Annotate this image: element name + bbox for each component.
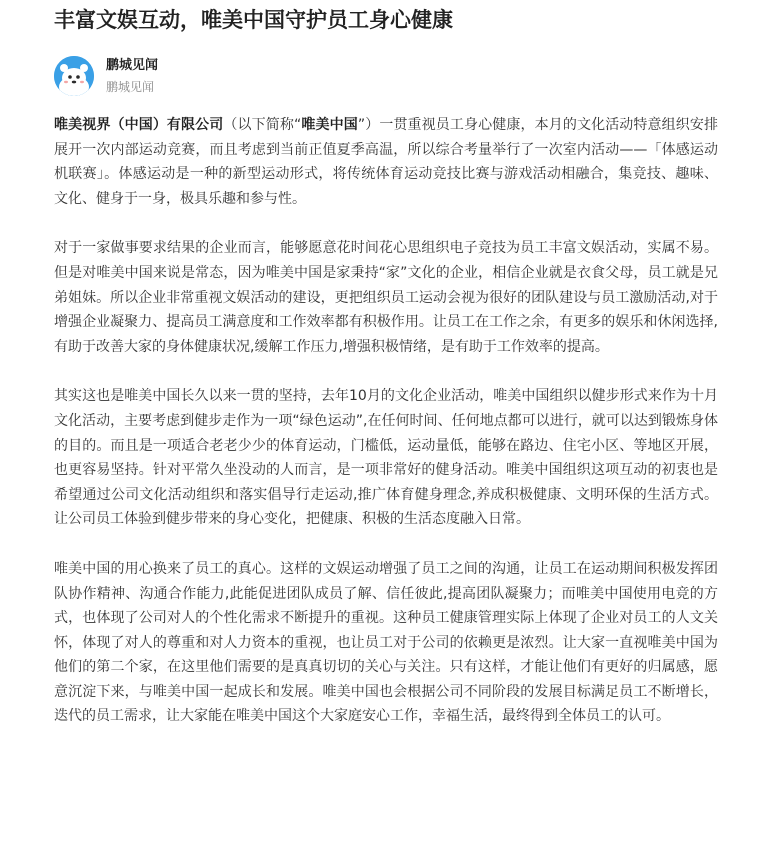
company-short-name: 唯美中国 bbox=[301, 117, 358, 133]
article-body bbox=[54, 113, 718, 754]
p1-text-a: （以下简称“ bbox=[223, 117, 302, 133]
author-name[interactable]: 鹏城见闻 bbox=[106, 58, 159, 73]
paragraph-2: 对于一家做事要求结果的企业而言，能够愿意花时间花心思组织电子竞技为员工丰富文娱活动，实属不易。但是对唯美中国来说是常态，因为唯美中国是家秉持“家”文化的企业，相信企业就是衣食父母，员工就是兄弟姐妹。所以企业非常重视文娱活动的建设，更把组织员工运动会视为很好的团队建设与员工激励活动,对于增强企业凝聚力、提高员工满意度和工作效率都有积极作用。让员工在工作之余，有更多的娱乐和休闲选择,有助于改善大家的身体健康状况,缓解工作压力,增强积极情绪，是有助于工作效率的提高。 bbox=[54, 240, 718, 355]
cartoon-avatar-icon[interactable] bbox=[54, 56, 94, 96]
paragraph-1 bbox=[54, 113, 718, 211]
paragraph-4: 唯美中国的用心换来了员工的真心。这样的文娱运动增强了员工之间的沟通，让员工在运动期间积极发挥团队协作精神、沟通合作能力,此能促进团队成员了解、信任彼此,提高团队凝聚力；而唯美中国使用电竞的方式，也体现了公司对人的个性化需求不断提升的重视。这种员工健康管理实际上体现了企业对员工的人文关怀，体现了对人的尊重和对人力资本的重视，也让员工对于公司的依赖更是浓烈。让大家一直视唯美中国为他们的第二个家，在这里他们需要的是真真切切的关心与关注。只有这样，才能让他们有更好的归属感，愿意沉淀下来，与唯美中国一起成长和发展。唯美中国也会根据公司不同阶段的发展目标满足员工不断增长，迭代的员工需求，让大家能在唯美中国这个大家庭安心工作，幸福生活，最终得到全体员工的认可。 bbox=[54, 560, 718, 725]
article-title: 丰富文娱互动，唯美中国守护员工身心健康 bbox=[54, 8, 453, 32]
paragraph-3: 其实这也是唯美中国长久以来一贯的坚持，去年10月的文化企业活动，唯美中国组织以健步形式来作为十月文化活动，主要考虑到健步走作为一项“绿色运动”,在任何时间、任何地点都可以进行，就可以达到锻炼身体的目的。而且是一项适合老老少少的体育运动，门槛低，运动量低，能够在路边、住宅小区、等地区开展，也更容易坚持。针对平常久坐没动的人而言，是一项非常好的健身活动。唯美中国组织这项互动的初衷也是希望通过公司文化活动组织和落实倡导行走运动,推广体育健身理念,养成积极健康、文明环保的生活方式。让公司员工体验到健步带来的身心变化，把健康、积极的生活态度融入日常。 bbox=[54, 388, 718, 528]
avatar-graphic bbox=[54, 56, 94, 96]
company-name: 唯美视界（中国）有限公司 bbox=[54, 117, 224, 133]
p1-text-b: ”）一贯重视员工身心健康，本月的文化活动特意组织安排展开一次内部运动竞赛，而且考虑到当前正值夏季高温，所以综合考量举行了一次室内活动——「体感运动机联赛」。体感运动是一种的新型运动形式，将传统体育运动竞技比赛与游戏活动相融合，集竞技、趣味、文化、健身于一身，极具乐趣和参与性。 bbox=[54, 117, 719, 207]
author-source: 鹏城见闻 bbox=[106, 80, 155, 94]
author-block bbox=[54, 56, 714, 98]
